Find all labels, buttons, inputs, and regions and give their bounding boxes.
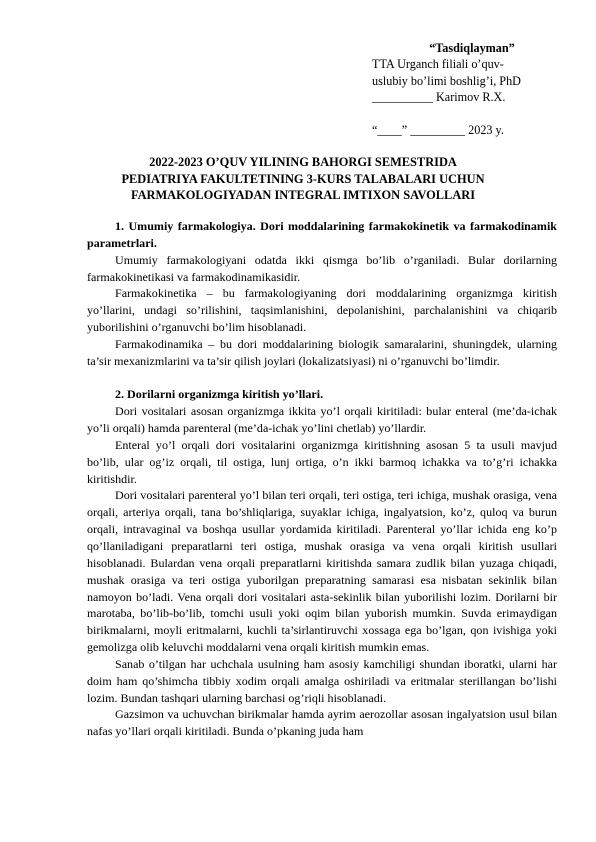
approval-line: uslubiy bo’limi boshlig’i, PhD <box>372 73 521 88</box>
paragraph: Sanab o’tilgan har uchchala usulning ham asosiy kamchiligi shundan iboratki, ularni har doim ham qo’shimcha tibbiy xodim orqali amalga oshiriladi va eritmalar sterillangan bo’lishi lozim. Bundan tashqari ularning barchasi og’riqli hisoblanadi. <box>87 656 557 705</box>
approval-line: TTA Urganch filiali o’quv- <box>372 57 504 72</box>
approval-date: “____” _________ 2023 y. <box>372 122 504 137</box>
paragraph: Enteral yo’l orqali dori vositalarini organizmga kiritishning asosan 5 ta usuli mavjud bo’lib, ular og’iz orqali, til ostiga, lunj ortiga, o’n ikki barmoq ichakka va to’g’ri ichakka kiritishdir. <box>87 437 557 486</box>
paragraph: Farmakokinetika – bu farmakologiyaning dori moddalarining organizmga kiritish yo’llarini, undagi so’rilishini, taqsimlanishini, depolanishini, parchalanishini va chiqarib yuborilishini o’rganuvchi bo’lim hisoblanadi. <box>87 286 557 335</box>
paragraph: Farmakodinamika – bu dori moddalarining biologik samaralarini, shuningdek, ularning ta’sir mexanizmlarini va ta’sir qilish joylari (lokalizatsiyasi) ni o’rganuvchi bo’limdir. <box>87 336 557 368</box>
approval-heading: “Tasdiqlayman” <box>429 41 515 55</box>
title-line: 2022-2023 O’QUV YILINING BAHORGI SEMESTRIDA <box>149 155 457 169</box>
section-heading: 2. Dorilarni organizmga kiritish yo’llari. <box>115 387 324 402</box>
title-line: FARMAKOLOGIYADAN INTEGRAL IMTIXON SAVOLLARI <box>130 188 476 203</box>
approval-block <box>372 40 572 138</box>
paragraph: Dori vositalari parenteral yo’l bilan teri orqali, teri ostiga, teri ichiga, mushak orasiga, vena orqali, arteriya orqali, tana bo’shliqlariga, suyaklar ichiga, ingalyatsion, ko’z, quloq va burun orqali, intravaginal va boshqa usullar yordamida kiritiladi. Parenteral yo’llar ichida eng ko’p qo’llaniladigani preparatlarni teri ostiga, mushak orasiga va vena orqali kiritish usullari hisoblanadi. Bulardan vena orqali preparatlarni kiritishda samara zudlik bilan yuzaga chiqadi, mushak orasiga va teri ostiga yuborilgan preparatning samarasi esa nisbatan sekinlik bilan namoyon bo’ladi. Vena orqali dori vositalari asta-sekinlik bilan yuborilishi lozim. Dorilarni bir marotaba, bo’lib-bo’lib, tomchi usuli yoki oqim bilan yuborish mumkin. Suvda erimaydigan birikmalarni, moyli eritmalarni, kuchli ta’sirlantiruvchi xossaga ega bo’lgan, qon ivishiga yoki gemolizga olib keluvchi moddalarni vena orqali kiritish mumkin emas. <box>87 488 557 655</box>
paragraph: Gazsimon va uchuvchan birikmalar hamda ayrim aerozollar asosan ingalyatsion usul bilan nafas yo’llari orqali kiritiladi. Bunda o’pkaning juda ham <box>87 707 557 739</box>
section-heading: 1. Umumiy farmakologiya. Dori moddalarining farmakokinetik va farmakodinamik parametrlari. <box>87 219 557 250</box>
paragraph: Dori vositalari asosan organizmga ikkita yo’l orqali kiritiladi: bular enteral (me’da-ichak yo’li orqali) hamda parenteral (me’da-ichak yo’lini chetlab) yo’llardir. <box>87 404 557 436</box>
document-title <box>88 154 518 204</box>
approval-signature-line: __________ Karimov R.X. <box>372 90 506 105</box>
paragraph: Umumiy farmakologiyani odatda ikki qismga bo’lib o’rganiladi. Bular dorilarning farmakokinetikasi va farmakodinamikasidir. <box>87 252 557 284</box>
document-body <box>87 218 557 740</box>
title-line: PEDIATRIYA FAKULTETINING 3-KURS TALABALARI UCHUN <box>121 171 485 186</box>
